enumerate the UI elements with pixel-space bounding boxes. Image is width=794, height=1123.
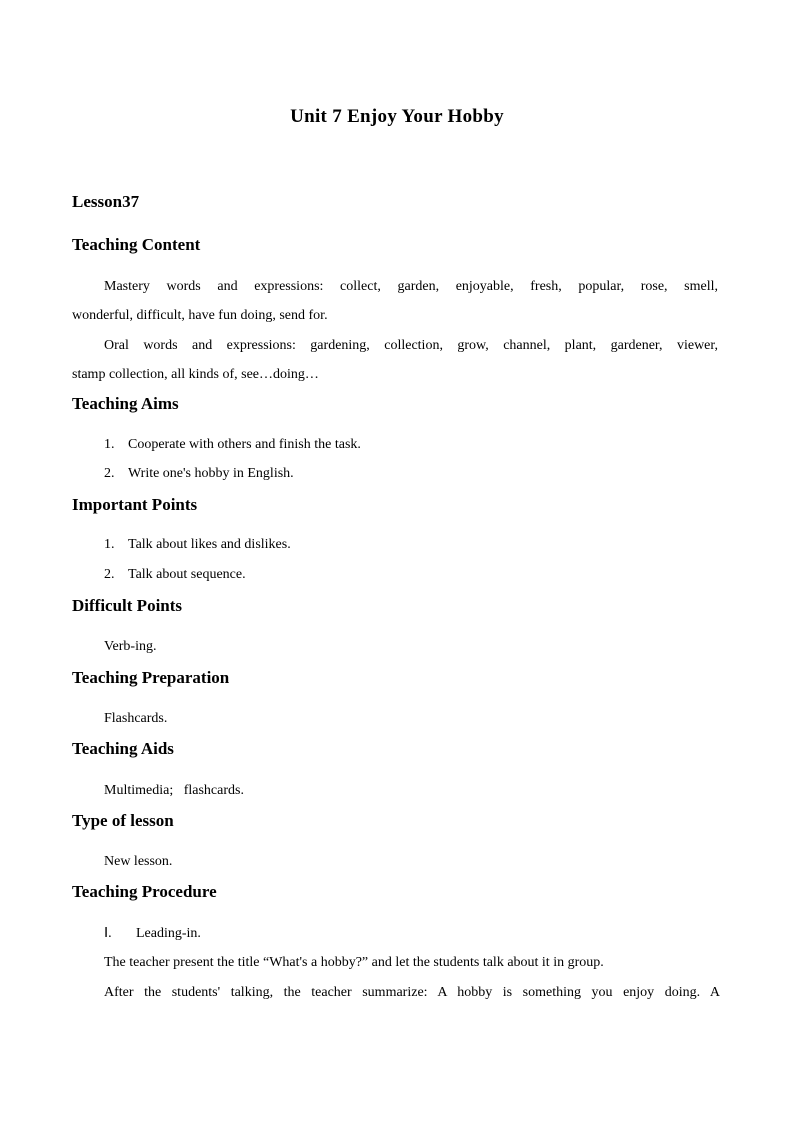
heading-difficult-points: Difficult Points — [72, 596, 183, 615]
teaching-aids-text: Multimedia; flashcards. — [104, 783, 244, 798]
oral-words-paragraph — [72, 331, 718, 389]
mastery-line-1: Mastery words and expressions: collect, garden, enjoyable, fresh, popular, rose, smell, — [104, 279, 718, 294]
teaching-preparation-text: Flashcards. — [104, 711, 168, 726]
procedure-step-text: Leading-in. — [136, 926, 201, 941]
important-item — [104, 567, 246, 583]
aims-item-text: Cooperate with others and finish the task. — [128, 437, 361, 452]
lesson-number: Lesson37 — [72, 192, 140, 211]
procedure-paragraph-2-line: After the students' talking, the teacher summarize: A hobby is something you enjoy doing. A — [104, 985, 720, 1000]
oral-line-2: stamp collection, all kinds of, see…doing… — [72, 367, 319, 382]
heading-teaching-preparation: Teaching Preparation — [72, 668, 230, 687]
procedure-paragraph-1: The teacher present the title “What's a hobby?” and let the students talk about it in group. — [104, 955, 604, 970]
important-item — [104, 537, 291, 553]
mastery-words-paragraph — [72, 272, 718, 330]
aims-item-text: Write one's hobby in English. — [128, 466, 294, 481]
procedure-step-number: Ⅰ. — [104, 926, 112, 941]
difficult-points-text: Verb-ing. — [104, 639, 157, 654]
important-item-number: 1. — [104, 537, 115, 552]
aims-item — [104, 437, 361, 453]
type-of-lesson-text: New lesson. — [104, 854, 173, 869]
heading-teaching-content: Teaching Content — [72, 235, 201, 254]
important-item-number: 2. — [104, 567, 115, 582]
aims-item — [104, 466, 294, 482]
procedure-paragraph-2 — [104, 978, 720, 1007]
heading-important-points: Important Points — [72, 495, 198, 514]
heading-teaching-aids: Teaching Aids — [72, 739, 174, 758]
aims-item-number: 1. — [104, 437, 115, 452]
aims-item-number: 2. — [104, 466, 115, 481]
heading-teaching-aims: Teaching Aims — [72, 394, 179, 413]
oral-line-1: Oral words and expressions: gardening, collection, grow, channel, plant, gardener, viewer, — [104, 338, 718, 353]
document-title: Unit 7 Enjoy Your Hobby — [290, 106, 504, 127]
heading-teaching-procedure: Teaching Procedure — [72, 882, 217, 901]
important-item-text: Talk about sequence. — [128, 567, 246, 582]
procedure-step — [104, 925, 201, 942]
heading-type-of-lesson: Type of lesson — [72, 811, 174, 830]
mastery-line-2: wonderful, difficult, have fun doing, send for. — [72, 308, 328, 323]
important-item-text: Talk about likes and dislikes. — [128, 537, 291, 552]
